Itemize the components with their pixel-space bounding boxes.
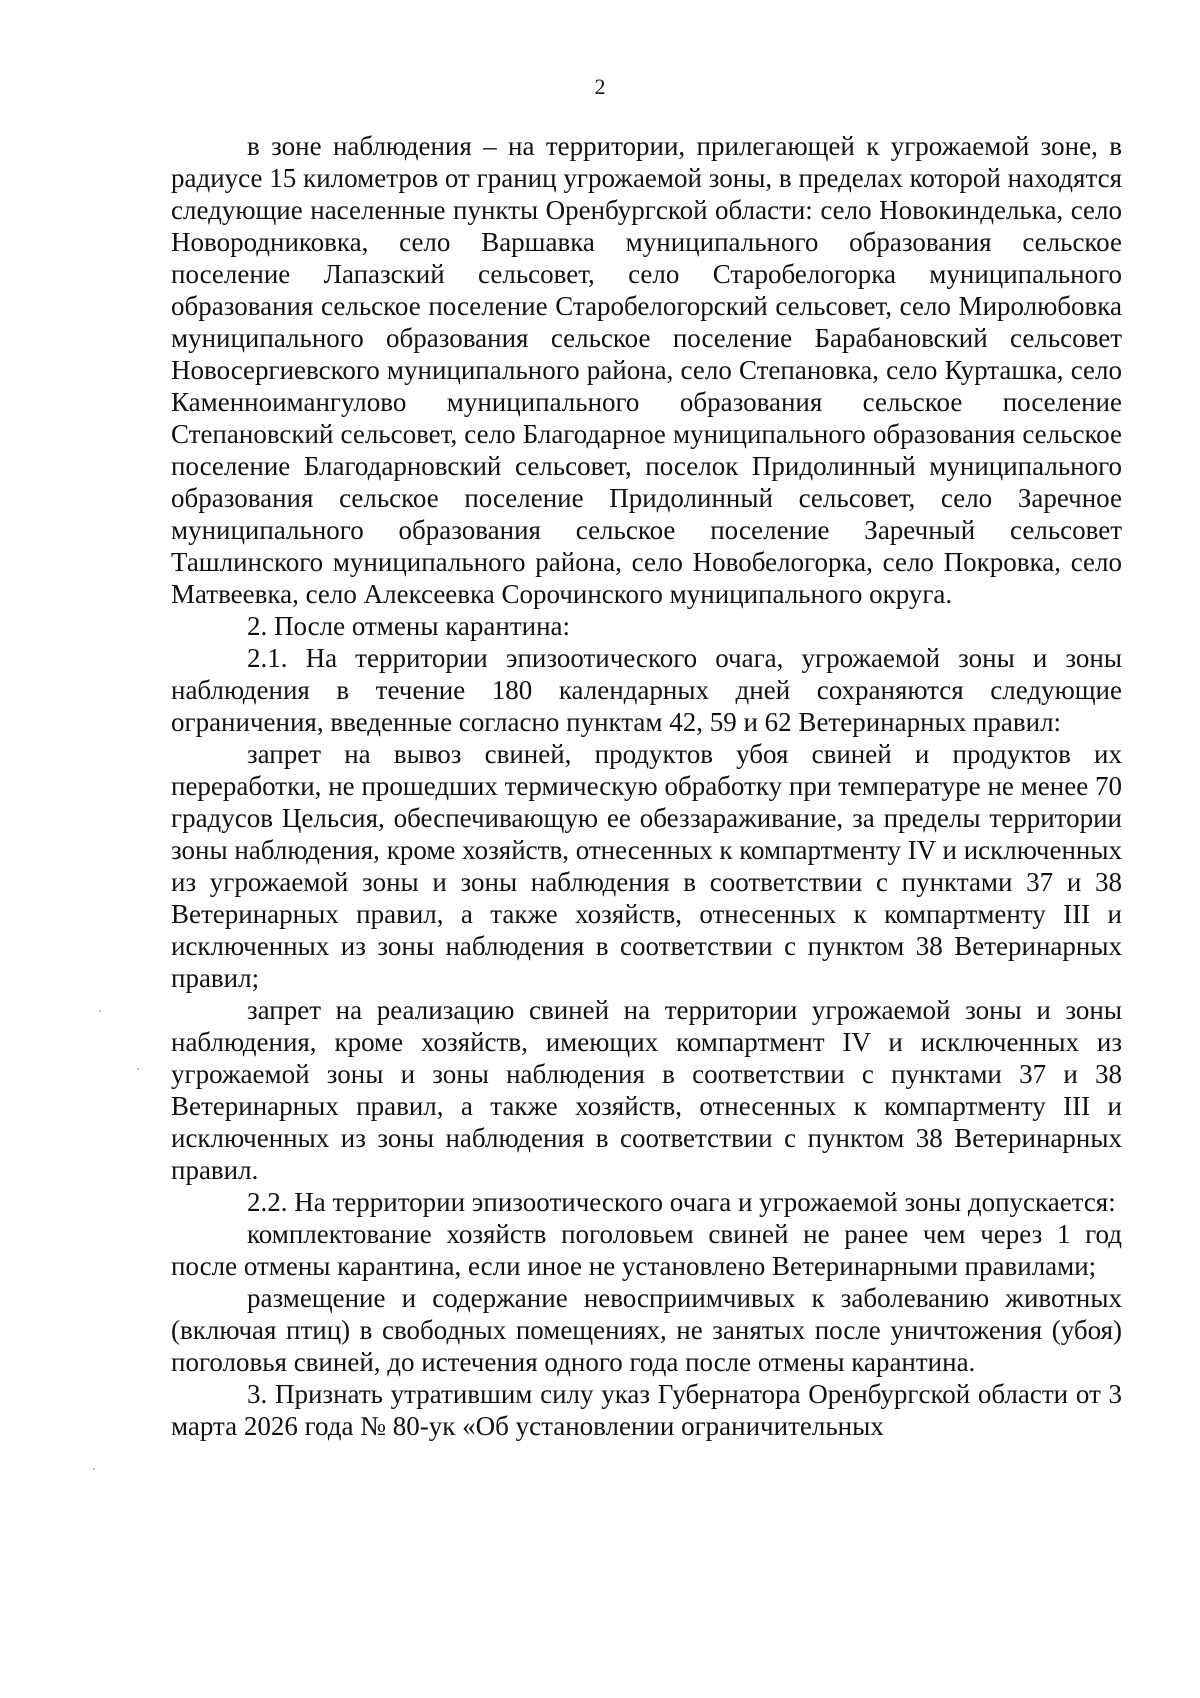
paragraph-observation-zone: в зоне наблюдения – на территории, прилегающей к угрожаемой зоне, в радиусе 15 километров от границ угрожаемой зоны, в пределах которой находятся следующие населенные пункты Оренбургской области: село Новокинделька, село Новородниковка, село Варшавка муниципального образования сельское поселение Лапазский сельсовет, село Старобелогорка муниципального образования сельское поселение Старобелогорский сельсовет, село Миролюбовка муниципального образования сельское поселение Барабановский сельсовет Новосергиевского муниципального района, село Степановка, село Курташка, село Каменноимангулово муниципального образования сельское поселение Степановский сельсовет, село Благодарное муниципального образования сельское поселение Благодарновский сельсовет, поселок Придолинный муниципального образования сельское поселение Придолинный сельсовет, село Заречное муниципального образования сельское поселение Заречный сельсовет Ташлинского муниципального района, село Новобелогорка, село Покровка, село Матвеевка, село Алексеевка Сорочинского муниципального округа. <box>171 131 1122 609</box>
paragraph-3-repeal: 3. Признать утратившим силу указ Губернатора Оренбургской области от 3 марта 2026 года № 80-ук «Об установлении ограничительных <box>171 1379 1122 1441</box>
paragraph-2-2: 2.2. На территории эпизоотического очага и угрожаемой зоны допускается: <box>247 1187 1116 1217</box>
paragraph-sale-ban: запрет на реализацию свиней на территории угрожаемой зоны и зоны наблюдения, кроме хозяйств, имеющих компартмент IV и исключенных из угрожаемой зоны и зоны наблюдения в соответствии с пунктами 37 и 38 Ветеринарных правил, а также хозяйств, отнесенных к компартменту III и исключенных из зоны наблюдения в соответствии с пунктом 38 Ветеринарных правил. <box>171 995 1122 1185</box>
paragraph-non-susceptible-animals: размещение и содержание невосприимчивых к заболеванию животных (включая птиц) в свободных помещениях, не занятых после уничтожения (убоя) поголовья свиней, до истечения одного года после отмены карантина. <box>171 1283 1122 1377</box>
paragraph-2-1: 2.1. На территории эпизоотического очага, угрожаемой зоны и зоны наблюдения в течение 180 календарных дней сохраняются следующие ограничения, введенные согласно пунктам 42, 59 и 62 Ветеринарных правил: <box>171 643 1122 737</box>
scan-speck <box>99 1010 101 1012</box>
paragraph-restocking: комплектование хозяйств поголовьем свиней не ранее чем через 1 год после отмены карантина, если иное не установлено Ветеринарными правилами; <box>171 1219 1122 1281</box>
paragraph-export-ban: запрет на вывоз свиней, продуктов убоя свиней и продуктов их переработки, не прошедших термическую обработку при температуре не менее 70 градусов Цельсия, обеспечивающую ее обеззараживание, за пределы территории зоны наблюдения, кроме хозяйств, отнесенных к компартменту IV и исключенных из угрожаемой зоны и зоны наблюдения в соответствии с пунктами 37 и 38 Ветеринарных правил, а также хозяйств, отнесенных к компартменту III и исключенных из зоны наблюдения в соответствии с пунктом 38 Ветеринарных правил; <box>171 739 1122 993</box>
document-body <box>171 130 1122 1442</box>
scan-speck <box>93 1468 95 1470</box>
paragraph-after-quarantine: 2. После отмены карантина: <box>247 611 571 641</box>
page-number: 2 <box>594 74 606 99</box>
scan-speck <box>137 1068 139 1070</box>
